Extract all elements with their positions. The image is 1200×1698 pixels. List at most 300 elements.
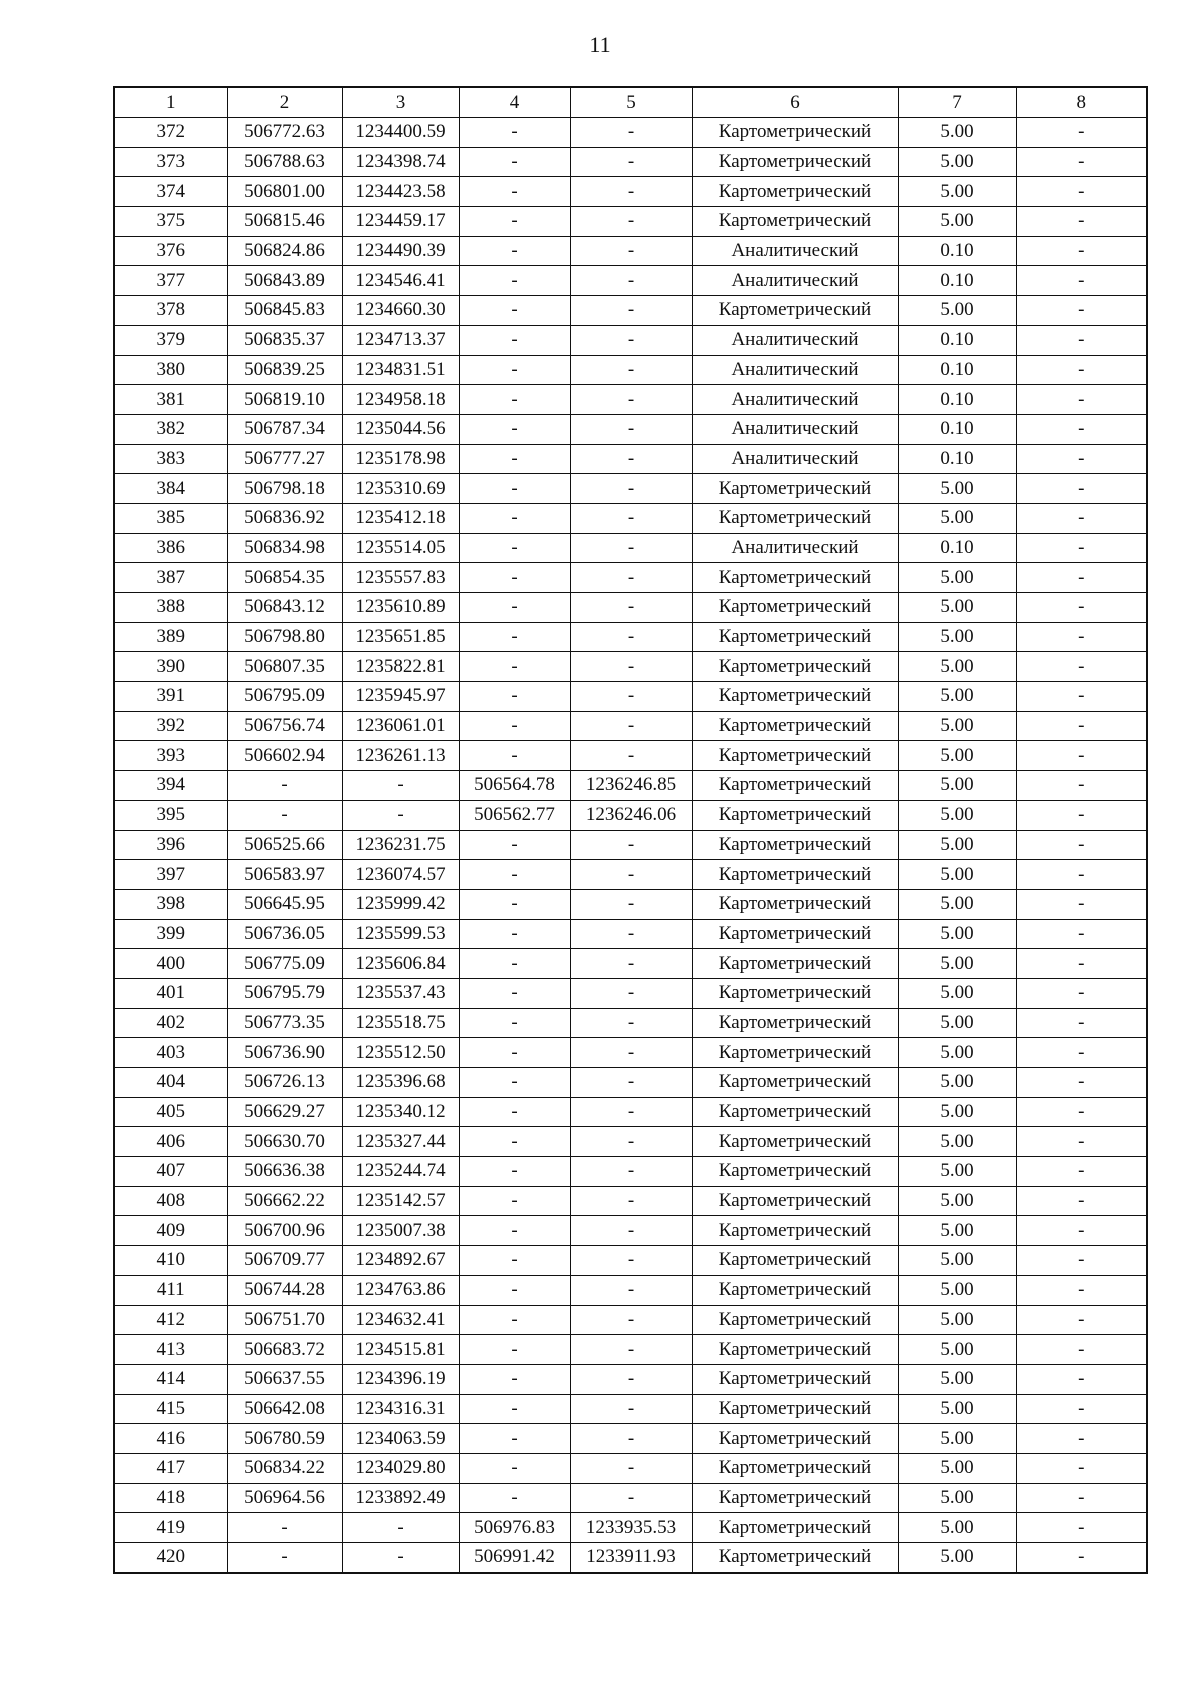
table-cell-col-3: 1234515.81 [342, 1335, 459, 1365]
table-cell-col-5: - [570, 1453, 692, 1483]
table-row [114, 1186, 1147, 1216]
table-cell-col-4: 506562.77 [459, 800, 570, 830]
table-cell-col-4: - [459, 1157, 570, 1187]
table-cell-col-4: - [459, 563, 570, 593]
table-row [114, 1483, 1147, 1513]
page-number: 11 [589, 32, 611, 57]
table-cell-col-5: - [570, 474, 692, 504]
table-cell-col-1: 377 [114, 266, 227, 296]
table-cell-col-1: 417 [114, 1453, 227, 1483]
table-cell-col-7: 0.10 [898, 355, 1016, 385]
table-cell-col-8: - [1016, 1038, 1147, 1068]
table-cell-col-2: - [227, 1513, 342, 1543]
table-cell-col-5: - [570, 503, 692, 533]
table-cell-col-8: - [1016, 978, 1147, 1008]
table-row [114, 1216, 1147, 1246]
table-cell-col-4: - [459, 978, 570, 1008]
table-cell-col-3: - [342, 771, 459, 801]
table-header-row [114, 87, 1147, 118]
table-cell-col-8: - [1016, 860, 1147, 890]
table-cell-col-1: 418 [114, 1483, 227, 1513]
table-cell-col-8: - [1016, 474, 1147, 504]
table-cell-col-7: 5.00 [898, 1394, 1016, 1424]
table-cell-col-8: - [1016, 1453, 1147, 1483]
table-cell-col-2: 506815.46 [227, 207, 342, 237]
table-cell-col-4: - [459, 1453, 570, 1483]
table-row [114, 682, 1147, 712]
table-row [114, 147, 1147, 177]
table-row [114, 1364, 1147, 1394]
table-cell-col-3: 1234490.39 [342, 236, 459, 266]
table-cell-col-8: - [1016, 622, 1147, 652]
table-cell-col-8: - [1016, 503, 1147, 533]
table-cell-col-6: Картометрический [692, 593, 898, 623]
table-cell-col-5: - [570, 1038, 692, 1068]
table-cell-col-2: 506964.56 [227, 1483, 342, 1513]
table-cell-col-3: 1235610.89 [342, 593, 459, 623]
table-cell-col-3: 1235396.68 [342, 1068, 459, 1098]
table-cell-col-4: - [459, 1246, 570, 1276]
table-cell-col-2: - [227, 800, 342, 830]
table-row [114, 978, 1147, 1008]
table-cell-col-1: 386 [114, 533, 227, 563]
table-cell-col-1: 402 [114, 1008, 227, 1038]
table-cell-col-2: 506843.12 [227, 593, 342, 623]
column-header-1: 1 [114, 87, 227, 118]
table-cell-col-3: 1234958.18 [342, 385, 459, 415]
table-cell-col-2: 506637.55 [227, 1364, 342, 1394]
table-cell-col-1: 393 [114, 741, 227, 771]
table-cell-col-3: 1235537.43 [342, 978, 459, 1008]
table-cell-col-1: 373 [114, 147, 227, 177]
table-cell-col-7: 0.10 [898, 266, 1016, 296]
table-cell-col-3: 1234763.86 [342, 1275, 459, 1305]
table-cell-col-2: 506736.05 [227, 919, 342, 949]
table-cell-col-3: 1235606.84 [342, 949, 459, 979]
table-row [114, 296, 1147, 326]
table-row [114, 355, 1147, 385]
table-cell-col-6: Картометрический [692, 118, 898, 148]
table-cell-col-1: 415 [114, 1394, 227, 1424]
table-cell-col-6: Картометрический [692, 652, 898, 682]
table-cell-col-3: 1236061.01 [342, 711, 459, 741]
table-cell-col-1: 384 [114, 474, 227, 504]
table-cell-col-4: 506564.78 [459, 771, 570, 801]
table-cell-col-5: - [570, 978, 692, 1008]
table-cell-col-5: - [570, 563, 692, 593]
table-cell-col-8: - [1016, 1305, 1147, 1335]
table-row [114, 1305, 1147, 1335]
table-cell-col-4: - [459, 711, 570, 741]
table-cell-col-1: 408 [114, 1186, 227, 1216]
table-cell-col-1: 409 [114, 1216, 227, 1246]
table-cell-col-2: 506834.22 [227, 1453, 342, 1483]
table-cell-col-3: 1234632.41 [342, 1305, 459, 1335]
table-cell-col-6: Картометрический [692, 1038, 898, 1068]
table-row [114, 1394, 1147, 1424]
table-cell-col-2: 506645.95 [227, 889, 342, 919]
table-cell-col-3: 1234831.51 [342, 355, 459, 385]
table-cell-col-6: Аналитический [692, 236, 898, 266]
table-cell-col-6: Картометрический [692, 1068, 898, 1098]
table-cell-col-6: Картометрический [692, 771, 898, 801]
table-cell-col-4: - [459, 593, 570, 623]
table-row [114, 325, 1147, 355]
table-cell-col-6: Картометрический [692, 1424, 898, 1454]
table-row [114, 207, 1147, 237]
table-cell-col-6: Картометрический [692, 563, 898, 593]
table-cell-col-8: - [1016, 1424, 1147, 1454]
table-cell-col-6: Аналитический [692, 355, 898, 385]
table-cell-col-1: 396 [114, 830, 227, 860]
table-cell-col-4: - [459, 652, 570, 682]
table-cell-col-4: - [459, 355, 570, 385]
table-cell-col-6: Картометрический [692, 919, 898, 949]
table-cell-col-7: 5.00 [898, 1483, 1016, 1513]
table-cell-col-1: 389 [114, 622, 227, 652]
table-row [114, 919, 1147, 949]
table-body [114, 118, 1147, 1573]
table-cell-col-8: - [1016, 118, 1147, 148]
table-cell-col-3: 1235518.75 [342, 1008, 459, 1038]
table-cell-col-2: 506801.00 [227, 177, 342, 207]
table-cell-col-8: - [1016, 949, 1147, 979]
table-row [114, 1157, 1147, 1187]
table-cell-col-5: - [570, 325, 692, 355]
table-cell-col-1: 379 [114, 325, 227, 355]
table-cell-col-2: 506756.74 [227, 711, 342, 741]
table-cell-col-3: 1235142.57 [342, 1186, 459, 1216]
table-row [114, 622, 1147, 652]
table-cell-col-5: 1233935.53 [570, 1513, 692, 1543]
table-cell-col-3: 1236261.13 [342, 741, 459, 771]
table-cell-col-2: 506835.37 [227, 325, 342, 355]
table-row [114, 1097, 1147, 1127]
table-cell-col-8: - [1016, 593, 1147, 623]
table-cell-col-7: 5.00 [898, 1097, 1016, 1127]
table-cell-col-2: 506777.27 [227, 444, 342, 474]
table-cell-col-1: 399 [114, 919, 227, 949]
table-cell-col-2: 506709.77 [227, 1246, 342, 1276]
table-cell-col-5: - [570, 1424, 692, 1454]
table-cell-col-6: Картометрический [692, 1513, 898, 1543]
column-header-5: 5 [570, 87, 692, 118]
table-cell-col-8: - [1016, 1097, 1147, 1127]
table-cell-col-1: 390 [114, 652, 227, 682]
table-cell-col-1: 414 [114, 1364, 227, 1394]
table-row [114, 652, 1147, 682]
table-cell-col-4: - [459, 1394, 570, 1424]
table-row [114, 1275, 1147, 1305]
table-cell-col-7: 5.00 [898, 1424, 1016, 1454]
table-cell-col-3: 1234063.59 [342, 1424, 459, 1454]
table-cell-col-4: - [459, 147, 570, 177]
table-cell-col-6: Картометрический [692, 177, 898, 207]
column-header-7: 7 [898, 87, 1016, 118]
table-cell-col-2: 506629.27 [227, 1097, 342, 1127]
table-cell-col-7: 5.00 [898, 771, 1016, 801]
table-cell-col-8: - [1016, 1068, 1147, 1098]
table-cell-col-6: Картометрический [692, 1246, 898, 1276]
table-cell-col-4: - [459, 207, 570, 237]
table-cell-col-4: - [459, 236, 570, 266]
table-cell-col-3: 1235945.97 [342, 682, 459, 712]
table-cell-col-7: 5.00 [898, 949, 1016, 979]
table-cell-col-3: 1234459.17 [342, 207, 459, 237]
table-cell-col-1: 403 [114, 1038, 227, 1068]
table-cell-col-7: 0.10 [898, 325, 1016, 355]
table-cell-col-7: 5.00 [898, 1543, 1016, 1573]
table-row [114, 711, 1147, 741]
table-cell-col-7: 5.00 [898, 1364, 1016, 1394]
table-cell-col-8: - [1016, 1157, 1147, 1187]
table-cell-col-3: 1234396.19 [342, 1364, 459, 1394]
table-cell-col-1: 416 [114, 1424, 227, 1454]
table-cell-col-4: - [459, 325, 570, 355]
table-row [114, 118, 1147, 148]
table-cell-col-3: 1235244.74 [342, 1157, 459, 1187]
table-cell-col-7: 5.00 [898, 1305, 1016, 1335]
table-cell-col-1: 405 [114, 1097, 227, 1127]
table-row [114, 177, 1147, 207]
table-cell-col-6: Аналитический [692, 533, 898, 563]
table-cell-col-5: - [570, 593, 692, 623]
table-cell-col-3: 1235599.53 [342, 919, 459, 949]
table-cell-col-1: 391 [114, 682, 227, 712]
table-cell-col-2: 506834.98 [227, 533, 342, 563]
table-cell-col-6: Картометрический [692, 830, 898, 860]
table-cell-col-5: 1236246.85 [570, 771, 692, 801]
table-row [114, 1513, 1147, 1543]
table-row [114, 503, 1147, 533]
table-cell-col-6: Картометрический [692, 1364, 898, 1394]
table-cell-col-1: 374 [114, 177, 227, 207]
table-cell-col-1: 407 [114, 1157, 227, 1187]
table-cell-col-6: Картометрический [692, 1275, 898, 1305]
table-cell-col-3: 1235651.85 [342, 622, 459, 652]
table-cell-col-2: 506662.22 [227, 1186, 342, 1216]
table-cell-col-1: 401 [114, 978, 227, 1008]
table-cell-col-2: 506736.90 [227, 1038, 342, 1068]
table-cell-col-8: - [1016, 830, 1147, 860]
table-cell-col-5: - [570, 1127, 692, 1157]
table-cell-col-5: 1233911.93 [570, 1543, 692, 1573]
table-cell-col-8: - [1016, 266, 1147, 296]
table-cell-col-7: 5.00 [898, 830, 1016, 860]
table-cell-col-3: 1234423.58 [342, 177, 459, 207]
table-cell-col-8: - [1016, 682, 1147, 712]
table-cell-col-4: 506976.83 [459, 1513, 570, 1543]
table-cell-col-4: - [459, 503, 570, 533]
table-row [114, 800, 1147, 830]
table-cell-col-4: - [459, 1097, 570, 1127]
table-cell-col-8: - [1016, 1008, 1147, 1038]
table-cell-col-6: Картометрический [692, 741, 898, 771]
table-cell-col-5: - [570, 1186, 692, 1216]
table-cell-col-2: 506525.66 [227, 830, 342, 860]
table-row [114, 830, 1147, 860]
table-cell-col-8: - [1016, 444, 1147, 474]
table-row [114, 1453, 1147, 1483]
table-cell-col-2: 506843.89 [227, 266, 342, 296]
table-row [114, 385, 1147, 415]
table-cell-col-8: - [1016, 919, 1147, 949]
table-cell-col-6: Картометрический [692, 1394, 898, 1424]
table-cell-col-7: 0.10 [898, 236, 1016, 266]
table-cell-col-6: Картометрический [692, 1543, 898, 1573]
table-cell-col-4: - [459, 177, 570, 207]
table-cell-col-5: - [570, 414, 692, 444]
table-cell-col-7: 5.00 [898, 147, 1016, 177]
table-cell-col-3: 1234029.80 [342, 1453, 459, 1483]
table-cell-col-6: Картометрический [692, 207, 898, 237]
table-cell-col-2: 506839.25 [227, 355, 342, 385]
table-cell-col-5: - [570, 236, 692, 266]
table-row [114, 1068, 1147, 1098]
table-cell-col-4: - [459, 1038, 570, 1068]
table-row [114, 1127, 1147, 1157]
column-header-8: 8 [1016, 87, 1147, 118]
table-cell-col-8: - [1016, 1246, 1147, 1276]
table-cell-col-2: 506824.86 [227, 236, 342, 266]
table-cell-col-2: 506787.34 [227, 414, 342, 444]
table-cell-col-1: 398 [114, 889, 227, 919]
table-cell-col-8: - [1016, 385, 1147, 415]
table-cell-col-8: - [1016, 711, 1147, 741]
table-cell-col-2: 506642.08 [227, 1394, 342, 1424]
table-cell-col-2: 506700.96 [227, 1216, 342, 1246]
table-cell-col-2: 506751.70 [227, 1305, 342, 1335]
table-cell-col-1: 411 [114, 1275, 227, 1305]
table-cell-col-6: Аналитический [692, 385, 898, 415]
table-cell-col-4: - [459, 919, 570, 949]
table-cell-col-6: Картометрический [692, 1008, 898, 1038]
table-cell-col-5: - [570, 177, 692, 207]
table-cell-col-7: 5.00 [898, 593, 1016, 623]
table-cell-col-6: Картометрический [692, 949, 898, 979]
table-cell-col-5: - [570, 444, 692, 474]
table-cell-col-7: 5.00 [898, 1068, 1016, 1098]
table-cell-col-8: - [1016, 1127, 1147, 1157]
table-cell-col-7: 5.00 [898, 503, 1016, 533]
table-cell-col-8: - [1016, 652, 1147, 682]
table-cell-col-1: 410 [114, 1246, 227, 1276]
table-cell-col-7: 5.00 [898, 1008, 1016, 1038]
table-cell-col-8: - [1016, 741, 1147, 771]
table-cell-col-1: 375 [114, 207, 227, 237]
table-cell-col-5: - [570, 1394, 692, 1424]
table-cell-col-3: 1235822.81 [342, 652, 459, 682]
table-cell-col-2: 506836.92 [227, 503, 342, 533]
table-cell-col-3: 1235999.42 [342, 889, 459, 919]
table-cell-col-6: Аналитический [692, 266, 898, 296]
table-cell-col-4: - [459, 1335, 570, 1365]
table-cell-col-3: 1234713.37 [342, 325, 459, 355]
table-cell-col-4: - [459, 1483, 570, 1513]
table-cell-col-2: 506795.09 [227, 682, 342, 712]
table-cell-col-5: - [570, 949, 692, 979]
table-cell-col-2: 506772.63 [227, 118, 342, 148]
table-cell-col-7: 5.00 [898, 177, 1016, 207]
table-cell-col-1: 372 [114, 118, 227, 148]
table-cell-col-5: - [570, 207, 692, 237]
table-cell-col-4: - [459, 385, 570, 415]
table-row [114, 593, 1147, 623]
column-header-3: 3 [342, 87, 459, 118]
table-cell-col-3: 1235340.12 [342, 1097, 459, 1127]
table-row [114, 741, 1147, 771]
table-cell-col-3: 1235044.56 [342, 414, 459, 444]
table-cell-col-3: 1236231.75 [342, 830, 459, 860]
table-cell-col-6: Картометрический [692, 1483, 898, 1513]
table-cell-col-6: Картометрический [692, 682, 898, 712]
table-cell-col-7: 5.00 [898, 1246, 1016, 1276]
table-cell-col-7: 5.00 [898, 860, 1016, 890]
table-cell-col-2: 506726.13 [227, 1068, 342, 1098]
table-cell-col-6: Картометрический [692, 147, 898, 177]
table-cell-col-2: 506636.38 [227, 1157, 342, 1187]
table-cell-col-3: 1235512.50 [342, 1038, 459, 1068]
table-cell-col-8: - [1016, 1513, 1147, 1543]
table-cell-col-5: - [570, 741, 692, 771]
table-cell-col-3: 1234400.59 [342, 118, 459, 148]
table-cell-col-5: 1236246.06 [570, 800, 692, 830]
table-cell-col-4: - [459, 118, 570, 148]
table-cell-col-7: 5.00 [898, 622, 1016, 652]
table-cell-col-4: - [459, 444, 570, 474]
table-cell-col-2: 506788.63 [227, 147, 342, 177]
table-cell-col-3: 1235178.98 [342, 444, 459, 474]
table-cell-col-1: 412 [114, 1305, 227, 1335]
table-cell-col-5: - [570, 147, 692, 177]
table-cell-col-3: - [342, 800, 459, 830]
table-cell-col-5: - [570, 682, 692, 712]
table-cell-col-5: - [570, 860, 692, 890]
table-cell-col-7: 5.00 [898, 1513, 1016, 1543]
table-cell-col-8: - [1016, 533, 1147, 563]
table-cell-col-5: - [570, 118, 692, 148]
table-cell-col-6: Картометрический [692, 860, 898, 890]
table-cell-col-2: 506854.35 [227, 563, 342, 593]
table-cell-col-2: 506845.83 [227, 296, 342, 326]
table-cell-col-2: - [227, 1543, 342, 1573]
table-cell-col-5: - [570, 385, 692, 415]
table-cell-col-1: 395 [114, 800, 227, 830]
table-cell-col-7: 5.00 [898, 118, 1016, 148]
table-cell-col-8: - [1016, 1364, 1147, 1394]
table-cell-col-8: - [1016, 355, 1147, 385]
table-cell-col-3: 1235310.69 [342, 474, 459, 504]
table-cell-col-3: 1233892.49 [342, 1483, 459, 1513]
table-cell-col-8: - [1016, 177, 1147, 207]
table-cell-col-7: 5.00 [898, 1335, 1016, 1365]
table-cell-col-6: Аналитический [692, 414, 898, 444]
column-header-6: 6 [692, 87, 898, 118]
table-cell-col-7: 5.00 [898, 889, 1016, 919]
table-cell-col-6: Картометрический [692, 1216, 898, 1246]
table-cell-col-1: 394 [114, 771, 227, 801]
table-cell-col-3: 1234398.74 [342, 147, 459, 177]
table-cell-col-8: - [1016, 1275, 1147, 1305]
table-cell-col-7: 5.00 [898, 1038, 1016, 1068]
table-cell-col-7: 5.00 [898, 1216, 1016, 1246]
table-cell-col-4: - [459, 1186, 570, 1216]
table-cell-col-5: - [570, 1216, 692, 1246]
table-cell-col-3: 1235412.18 [342, 503, 459, 533]
table-cell-col-5: - [570, 1246, 692, 1276]
table-cell-col-8: - [1016, 1216, 1147, 1246]
table-cell-col-5: - [570, 296, 692, 326]
